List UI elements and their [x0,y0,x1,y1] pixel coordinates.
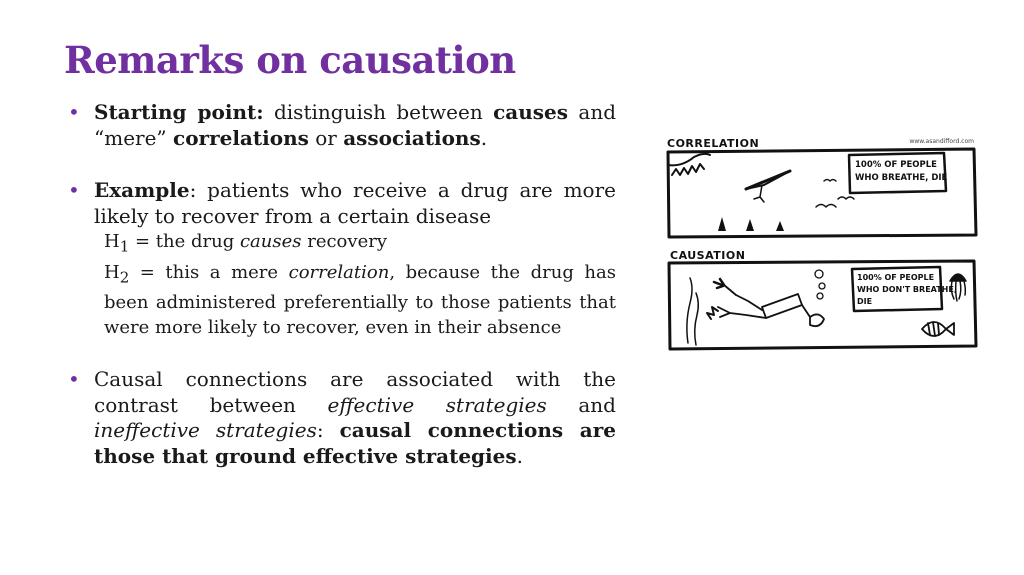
bullet-text [94,367,616,469]
keyword-correlations: correlations [173,125,309,150]
correlation-causation-comic [666,133,978,353]
bullet-list [68,100,616,496]
text-run: and “mere” [94,100,616,150]
bullet-starting-point [68,100,616,151]
strong-conclusion: causal connections are those that ground effective strategies [94,418,616,468]
hypothesis-symbol: H [104,231,120,252]
emphasis-correlation: correlation [288,261,390,283]
bullet-text [94,178,616,229]
hang-glider-icon [746,171,790,202]
emphasis-effective: effective strategies [327,392,547,417]
bullet-marker: • [68,100,80,124]
seaweed-icon [687,278,698,345]
text-run: , because the drug has been administered preferentially to those patients that were more likely to recover, even in their absence [104,261,616,339]
text-run: = this a mere [129,261,289,283]
hypothesis-h2 [94,260,616,341]
fish-icon [922,322,954,336]
emphasis-causes: causes [239,231,302,252]
sun-icon [668,154,710,175]
hypothesis-h1 [94,229,616,260]
hypothesis-symbol: H [104,261,120,283]
text-run: : [316,418,340,443]
text-run: distinguish between [263,100,494,124]
bullet-marker: • [68,367,80,392]
birds-icon [816,180,854,208]
text-run: = the drug [129,231,240,252]
text-run: and [546,392,616,417]
text-run: . [516,443,523,468]
text-run: Causal connections are associated with the contrast between [94,367,616,417]
diver-icon [707,279,824,326]
bullet-lead: Example [94,178,190,202]
hypothesis-subscript: 1 [119,237,130,256]
bullet-marker: • [68,178,80,202]
trees-icon [718,217,784,231]
bullet-text [94,100,616,151]
comic-url: www.asandifford.com [909,138,974,145]
correlation-label: CORRELATION [667,137,760,150]
causation-speech-text: 100% OF PEOPLE WHO DON'T BREATHE, DIE [857,273,957,306]
bullet-causal-connections [68,367,616,469]
bubbles-icon [815,270,825,299]
keyword-associations: associations [343,125,481,150]
keyword-causes: causes [493,100,569,124]
correlation-speech-text: 100% OF PEOPLE WHO BREATHE, DIE [855,160,948,183]
text-run: recovery [301,231,387,252]
causation-label: CAUSATION [670,249,746,262]
text-run: or [308,125,344,150]
text-run: . [480,125,488,150]
emphasis-ineffective: ineffective strategies [94,418,317,443]
bullet-example [68,178,616,340]
text-run: : patients who receive a drug are more likely to recover from a certain disease [94,178,616,228]
slide-title: Remarks on causation [64,38,516,82]
hypothesis-subscript: 2 [119,268,130,287]
bullet-lead: Starting point: [94,100,264,124]
